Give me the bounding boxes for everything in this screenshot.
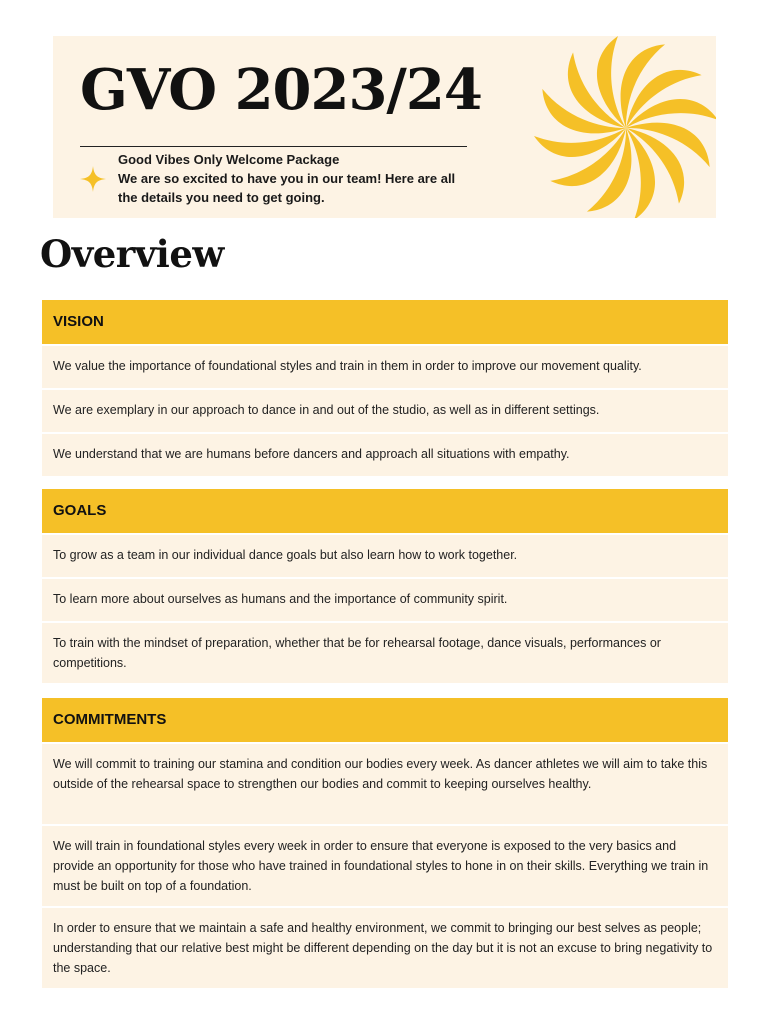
section-heading: COMMITMENTS — [42, 698, 728, 742]
list-item: To grow as a team in our individual dance goals but also learn how to work together. — [42, 535, 728, 577]
banner-subtitle: Good Vibes Only Welcome Package — [118, 152, 340, 167]
section-commitments — [42, 698, 728, 988]
section-vision — [42, 300, 728, 476]
list-item: We value the importance of foundational styles and train in them in order to improve our movement quality. — [42, 346, 728, 388]
section-heading: VISION — [42, 300, 728, 344]
list-item: We will commit to training our stamina and condition our bodies every week. As dancer athletes we will aim to take this outside of the rehearsal space to strengthen our bodies and commit to keeping ourselves healthy. — [42, 744, 728, 824]
list-item: We understand that we are humans before dancers and approach all situations with empathy. — [42, 434, 728, 476]
banner-subtitle-block — [118, 150, 473, 207]
pinwheel-graphic — [508, 36, 716, 218]
sparkle-icon — [79, 165, 107, 193]
overview-heading: Overview — [40, 232, 224, 276]
header-banner — [53, 36, 716, 218]
section-heading: GOALS — [42, 489, 728, 533]
title-divider — [80, 146, 467, 147]
section-goals — [42, 489, 728, 683]
document-title: GVO 2023/24 — [80, 57, 482, 123]
list-item: We will train in foundational styles every week in order to ensure that everyone is exposed to the very basics and provide an opportunity for those who have trained in foundational styles to hone in on their skills. Everything we train in must be built on top of a foundation. — [42, 826, 728, 906]
list-item: To train with the mindset of preparation, whether that be for rehearsal footage, dance visuals, performances or competitions. — [42, 623, 728, 683]
banner-tagline: We are so excited to have you in our team! Here are all the details you need to get going. — [118, 171, 456, 205]
list-item: In order to ensure that we maintain a safe and healthy environment, we commit to bringing our best selves as people; understanding that our relative best might be different depending on the day but it is not an excuse to bring negativity to the space. — [42, 908, 728, 988]
list-item: To learn more about ourselves as humans and the importance of community spirit. — [42, 579, 728, 621]
list-item: We are exemplary in our approach to dance in and out of the studio, as well as in different settings. — [42, 390, 728, 432]
